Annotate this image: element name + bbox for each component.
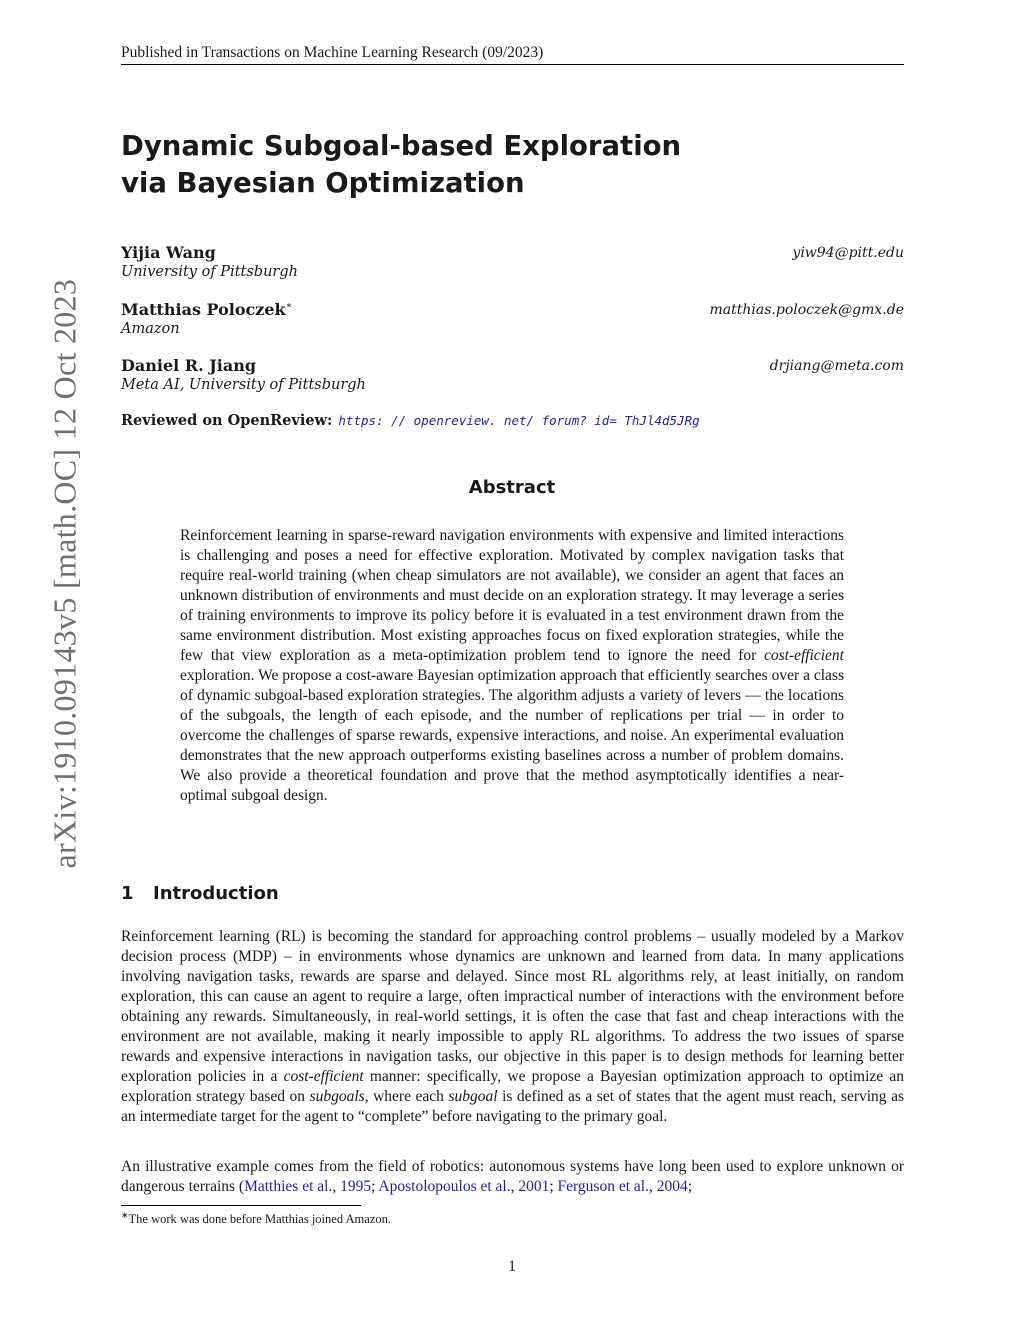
author-email[interactable]: yiw94@pitt.edu (792, 245, 904, 261)
abstract-text: Reinforcement learning in sparse-reward navigation environments with expensive and limited interactions is challenging and poses a need for effective exploration. Motivated by complex navigation tasks that require real-world training (when cheap simulators are not available), we consider an agent that faces an unknown distribution of environments and must decide on an exploration strategy. It may leverage a series of training environments to improve its policy before it is evaluated in a test environment drawn from the same environment distribution. Most existing approaches focus on fixed exploration strategies, while the few that view exploration as a meta-optimization problem tend to ignore the need for (180, 527, 844, 664)
author-footnote-marker: ∗ (285, 300, 293, 312)
section-title: Introduction (153, 883, 279, 904)
author-block-1 (121, 243, 904, 280)
author-email[interactable]: drjiang@meta.com (769, 358, 904, 374)
abstract-text: exploration. We propose a cost-aware Bayesian optimization approach that efficiently searches over a class of dynamic subgoal-based exploration strategies. The algorithm adjusts a variety of levers — the locations of the subgoals, the length of each episode, and the number of replications per trial — in order to overcome the challenges of sparse rewards, expensive interactions, and noise. An experimental evaluation demonstrates that the new approach outperforms existing baselines across a number of problem domains. We also provide a theoretical foundation and prove that the method asymptotically identifies a near-optimal subgoal design. (180, 667, 844, 804)
author-name: Yijia Wang (121, 243, 216, 262)
paragraph-text: , where each (364, 1088, 449, 1105)
title-line-1: Dynamic Subgoal-based Exploration (121, 130, 682, 162)
citation-link[interactable]: Matthies et al. (244, 1178, 333, 1195)
abstract-heading: Abstract (468, 477, 556, 498)
paragraph-text: manner: specifically, we propose a Bayesian optimization approach to optimize an exploration strategy based on (121, 1068, 904, 1105)
intro-paragraph: An illustrative example comes from the field of robotics: autonomous systems have long been used to explore unknown or dangerous terrains (Matthies et al., 1995; Apostolopoulos et al., 2001; Ferguson et al., 2004; (121, 1158, 904, 1195)
abstract-emphasis: cost-efficient (763, 647, 844, 664)
paragraph-emphasis: cost-efficient (283, 1068, 364, 1085)
paragraph-text: An illustrative example comes from the field of robotics: autonomous systems have long been used to explore unknown or dangerous terrains ( (121, 1158, 904, 1195)
author-name: Matthias Poloczek∗ (121, 300, 293, 319)
footnote (121, 1210, 391, 1227)
running-header: Published in Transactions on Machine Learning Research (09/2023) (121, 44, 544, 61)
header-rule (121, 64, 904, 65)
arxiv-stamp: arXiv:1910.09143v5 [math.OC] 12 Oct 2023 (46, 278, 83, 869)
footnote-text: The work was done before Matthias joined Amazon. (128, 1212, 391, 1227)
paragraph-emphasis: subgoals (309, 1088, 365, 1105)
intro-paragraph (121, 927, 904, 1127)
footnote-marker: ∗ (121, 1210, 129, 1220)
paragraph-text: Reinforcement learning (RL) is becoming the standard for approaching control problems – usually modeled by a Markov decision process (MDP) – in environments whose dynamics are unknown and learned from data. In many applications involving navigation tasks, rewards are sparse and delayed. Since most RL algorithms rely, at least initially, on random exploration, this can cause an agent to require a large, often impractical number of interactions with the environment before obtaining any rewards. Simultaneously, in real-world settings, it is often the case that fast and cheap interactions with the environment are not available, making it nearly impossible to apply RL algorithms. To address the two issues of sparse rewards and expensive interactions in navigation tasks, our objective in this paper is to design methods for learning better exploration policies in a (121, 928, 904, 1085)
author-affiliation: University of Pittsburgh (121, 264, 298, 280)
citation-link[interactable]: Ferguson et al. (557, 1178, 649, 1195)
author-block-3 (121, 356, 904, 393)
citation-year-link[interactable]: 2004 (656, 1178, 688, 1195)
review-label: Reviewed on OpenReview: (121, 412, 333, 429)
abstract-body (180, 526, 844, 806)
author-name: Daniel R. Jiang (121, 356, 257, 375)
author-block-2 (121, 300, 904, 337)
author-affiliation: Amazon (121, 321, 180, 337)
section-number: 1 (121, 883, 134, 904)
citation-year-link[interactable]: 1995 (340, 1178, 372, 1195)
footnote-rule (121, 1205, 361, 1206)
page-number: 1 (508, 1258, 516, 1275)
author-affiliation: Meta AI, University of Pittsburgh (121, 377, 366, 393)
paragraph-text: is defined as a set of states that the agent must reach, serving as an intermediate target for the agent to “complete” before navigating to the primary goal. (121, 1088, 904, 1125)
author-email[interactable]: matthias.poloczek@gmx.de (709, 302, 904, 318)
citation-year-link[interactable]: 2001 (518, 1178, 550, 1195)
openreview-link[interactable]: https: // openreview. net/ forum? id= ThJl4d5JRg (338, 413, 700, 428)
section-heading (121, 883, 279, 904)
title-line-2: via Bayesian Optimization (121, 167, 525, 199)
review-line (121, 412, 700, 429)
citation-link[interactable]: Apostolopoulos et al. (378, 1178, 511, 1195)
paper-title (121, 128, 821, 202)
paragraph-emphasis: subgoal (448, 1088, 498, 1105)
